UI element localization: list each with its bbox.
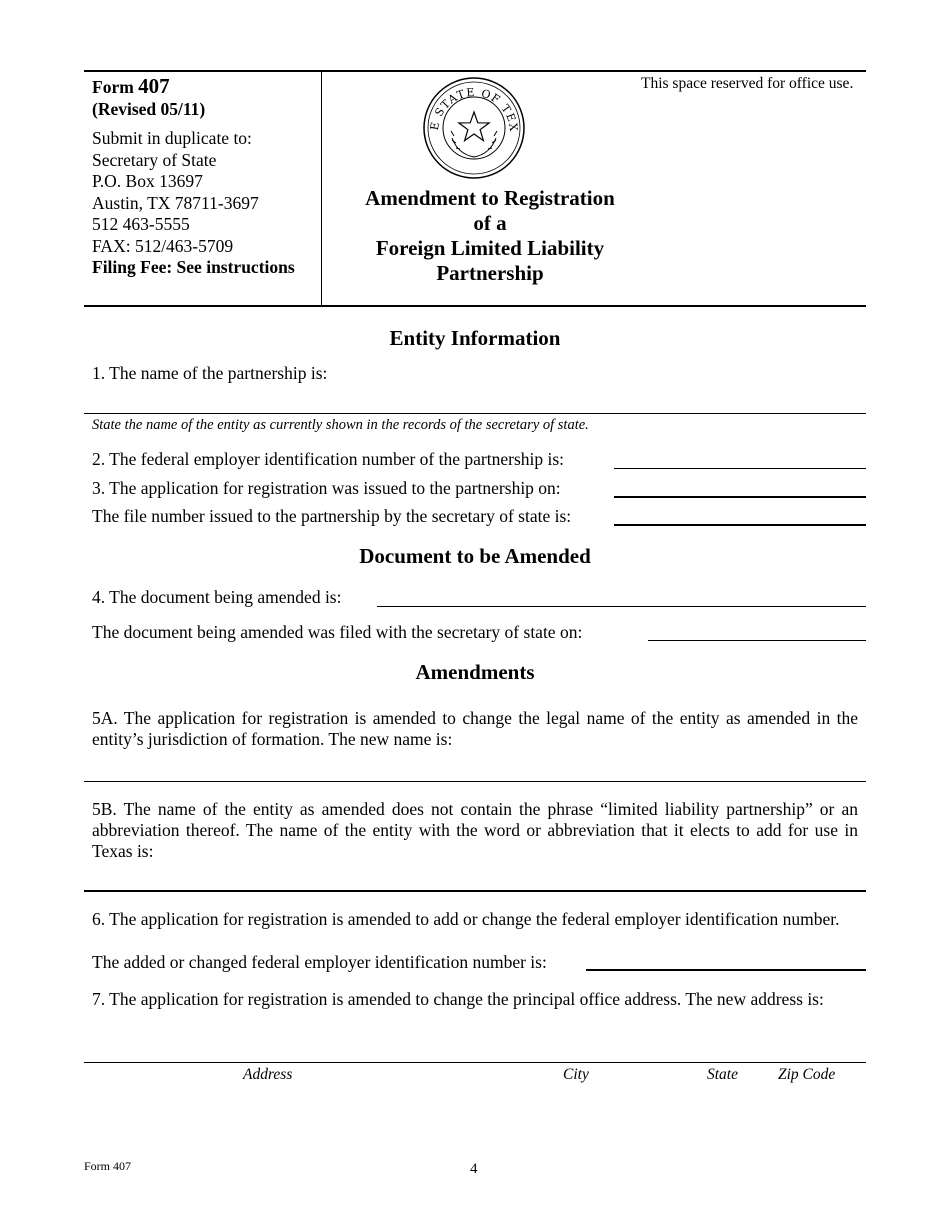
seal-text: E STATE OF TEX	[427, 85, 521, 133]
title-line-2: of a	[473, 211, 507, 235]
registration-date-field[interactable]	[614, 496, 866, 498]
texas-name-field[interactable]	[84, 890, 866, 892]
document-heading: Document to be Amended	[359, 544, 591, 568]
texas-state-seal	[422, 76, 526, 180]
submit-line-1: Submit in duplicate to:	[92, 128, 252, 148]
form-id	[92, 76, 170, 98]
q3-label: 3. The application for registration was issued to the partnership on:	[92, 478, 561, 498]
title-line-4: Partnership	[436, 261, 544, 285]
footer-form-name: Form 407	[84, 1159, 132, 1173]
address-label: Address	[243, 1066, 293, 1083]
q4-label: 4. The document being amended is:	[92, 587, 342, 607]
zip-code-label: Zip Code	[778, 1066, 836, 1083]
new-name-field[interactable]	[84, 781, 866, 782]
form-label: Form	[92, 77, 134, 97]
q1-note: State the name of the entity as currently shown in the records of the secretary of state.	[92, 417, 589, 433]
q6-text: 6. The application for registration is amended to add or change the federal employer identification number.	[92, 909, 840, 929]
submit-line-2: Secretary of State	[92, 150, 217, 170]
q1-label: 1. The name of the partnership is:	[92, 363, 328, 383]
q5a-text: 5A. The application for registration is amended to change the legal name of the entity as amended in the entity’s jurisdiction of formation. The new name is:	[92, 708, 858, 749]
header-bottom-rule	[84, 305, 866, 307]
form-revised: (Revised 05/11)	[92, 99, 206, 119]
header-divider	[321, 71, 322, 306]
q6-line-label: The added or changed federal employer identification number is:	[92, 952, 547, 972]
filing-fee: Filing Fee: See instructions	[92, 257, 295, 277]
fein-field[interactable]	[614, 468, 866, 469]
file-number-field[interactable]	[614, 524, 866, 526]
file-number-label: The file number issued to the partnership by the secretary of state is:	[92, 506, 572, 526]
title-line-3: Foreign Limited Liability	[375, 236, 605, 260]
submit-line-6: FAX: 512/463-5709	[92, 236, 234, 256]
header-top-rule	[84, 70, 866, 72]
state-label: State	[707, 1066, 738, 1083]
form-number: 407	[138, 74, 170, 98]
city-label: City	[563, 1066, 589, 1083]
q5b-text: 5B. The name of the entity as amended does not contain the phrase “limited liability partnership” or an abbreviation thereof. The name of the entity with the word or abbreviation that it elects to add for use in Texas is:	[92, 799, 858, 861]
submit-line-4: Austin, TX 78711-3697	[92, 193, 259, 213]
q2-label: 2. The federal employer identification number of the partnership is:	[92, 449, 565, 469]
document-amended-field[interactable]	[377, 606, 866, 607]
entity-information-heading: Entity Information	[389, 326, 561, 350]
filed-on-date-field[interactable]	[648, 640, 866, 641]
title-line-1: Amendment to Registration	[365, 186, 615, 210]
filed-on-label: The document being amended was filed with the secretary of state on:	[92, 622, 583, 642]
form-title	[340, 186, 640, 286]
svg-text:THE STATE OF TEXAS	[422, 76, 520, 133]
address-field[interactable]	[84, 1062, 866, 1063]
new-fein-field[interactable]	[586, 969, 866, 971]
amendments-heading: Amendments	[415, 660, 535, 684]
page-number: 4	[470, 1161, 478, 1177]
submit-line-5: 512 463-5555	[92, 214, 190, 234]
submit-line-3: P.O. Box 13697	[92, 171, 203, 191]
office-use-note: This space reserved for office use.	[641, 75, 854, 92]
partnership-name-field[interactable]	[84, 413, 866, 414]
q7-text: 7. The application for registration is amended to change the principal office address. The new address is:	[92, 989, 824, 1009]
